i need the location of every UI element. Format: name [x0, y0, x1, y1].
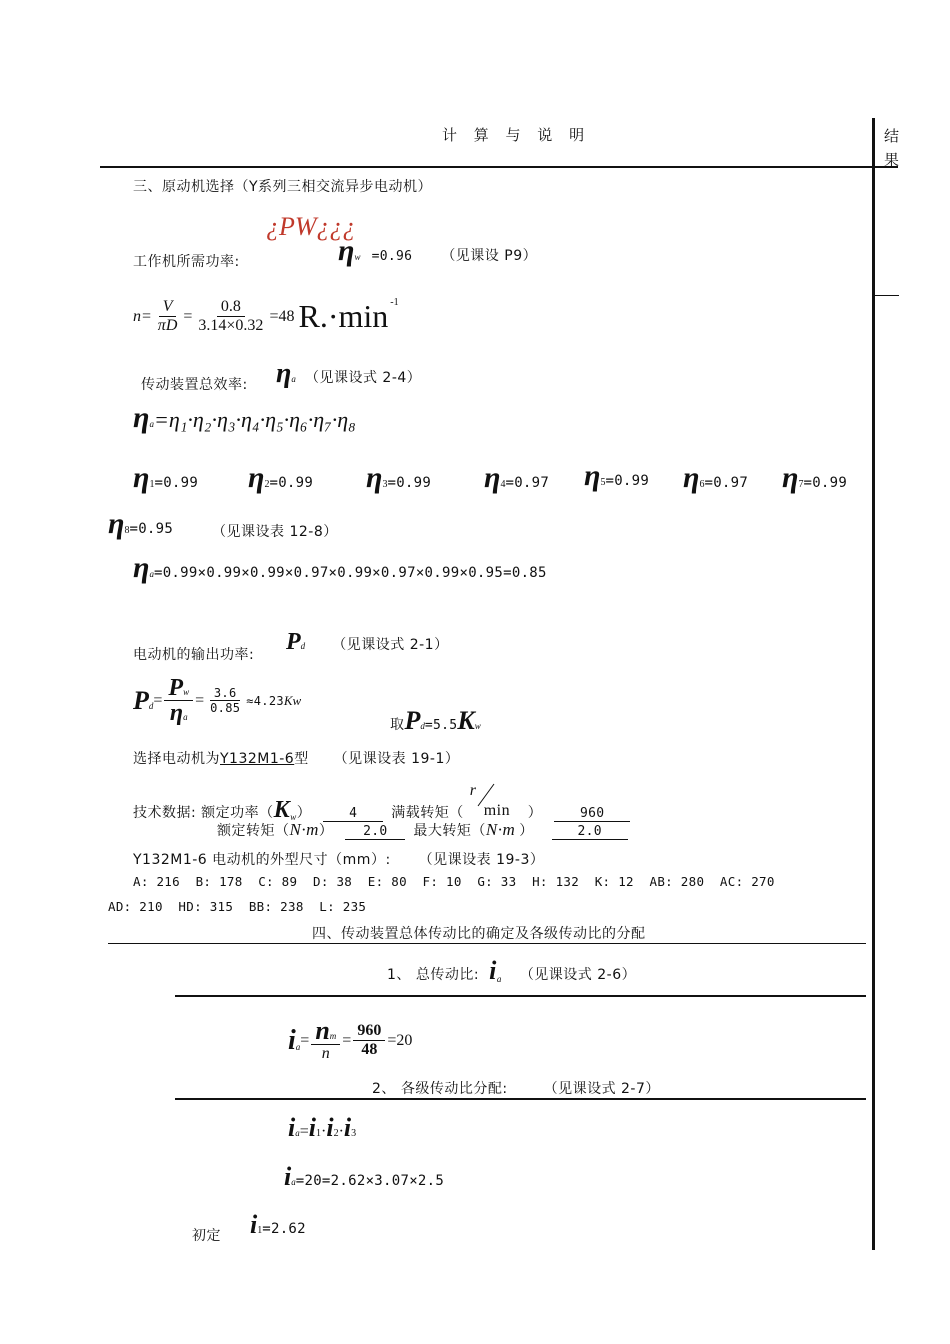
- item1-line: 1、 总传动比: i a （见课设式 2-6）: [387, 956, 637, 985]
- eta2: η2=0.99: [248, 461, 314, 494]
- eta-a-formula: =η₁·η₂·η₃·η₄·η₅·η₆·η₇·η₈: [153, 407, 356, 432]
- unit-exponent: -1: [390, 297, 399, 308]
- eta5: η5=0.99: [584, 459, 650, 492]
- pw-garbled-symbol: ¿PW¿¿¿: [266, 212, 356, 241]
- eta-symbol: η: [338, 234, 355, 267]
- dims-title: Y132M1-6 电动机的外型尺寸（mm）: （见课设表 19-3）: [133, 852, 545, 868]
- speed-unit-fraction: r min: [469, 782, 511, 819]
- item2-rule: [175, 1098, 866, 1100]
- eta-w-subscript: w: [354, 252, 361, 262]
- init-label: 初定: [192, 1228, 221, 1244]
- numeric-fraction: $\frac{0.8}{3.14\times 0.32}$: [198, 298, 264, 334]
- pw-label: 工作机所需功率:: [133, 254, 240, 270]
- item2-line: 2、 各级传动比分配: （见课设式 2-7）: [372, 1081, 660, 1097]
- eta-w-reference: （见课设 P9）: [441, 248, 538, 264]
- pd-label: 电动机的输出功率:: [133, 647, 255, 663]
- pd-take-line: 取Pd=5.5Kw: [390, 706, 481, 735]
- ia-product: ia=i1·i2·i3: [288, 1113, 357, 1142]
- eta-w-value: =0.96: [371, 249, 413, 264]
- nm-over-n: $\frac{nm}{n}$: [311, 1018, 340, 1063]
- section4-title: 四、传动装置总体传动比的确定及各级传动比的分配: [312, 926, 646, 942]
- right-column-divider: [872, 118, 875, 1250]
- eta-a-product: ηa=η₁·η₂·η₃·η₄·η₅·η₆·η₇·η₈: [133, 401, 356, 434]
- motor-selection: 选择电动机为Y132M1-6型 （见课设表 19-1）: [133, 751, 460, 767]
- rated-torque-value: 2.0: [345, 824, 405, 840]
- n-lhs: n=: [133, 307, 152, 325]
- ia-equation: i a = $\frac{nm}{n}$ = $\frac{960}{48}$ =20: [288, 1016, 413, 1062]
- pd-numeric-fraction: $\frac{3.6}{0.85}$: [210, 686, 241, 715]
- ia-calculation: ia=20=2.62×3.07×2.5: [284, 1162, 445, 1191]
- eta-a-reference: （见课设式 2-4）: [304, 370, 422, 386]
- motor-model: Y132M1-6: [220, 751, 295, 767]
- eta8-reference: （见课设表 12-8）: [212, 524, 338, 540]
- eta-a-calculation: ηa=0.99×0.99×0.99×0.97×0.99×0.97×0.99×0.95=0.85: [133, 551, 547, 584]
- pd-equation: P d = $\frac{Pw}{\eta a}$ = $\frac{3.6}{0.85}$ ≈4.23 Kw: [133, 675, 302, 726]
- eta1: η1=0.99: [133, 461, 199, 494]
- i1-initial: i1=2.62: [250, 1210, 306, 1239]
- header-calc-title: 计 算 与 说 明: [442, 126, 591, 144]
- pd-symbol-line: Pd （见课设式 2-1）: [286, 629, 449, 655]
- tech-data-line1: 技术数据: 额定功率（ K w ） 4 满载转矩（ r min ） 960: [133, 786, 630, 822]
- pw-over-eta: $\frac{Pw}{\eta a}$: [164, 676, 193, 725]
- eta6: η6=0.97: [683, 461, 749, 494]
- header-result-title: 结果: [884, 127, 900, 169]
- rated-power-value: 4: [323, 806, 383, 822]
- section3-title: 三、原动机选择（Y系列三相交流异步电动机）: [133, 179, 433, 195]
- max-torque-value: 2.0: [552, 824, 628, 840]
- eta7: η7=0.99: [782, 461, 848, 494]
- result-column-tick: [875, 295, 899, 296]
- ia-numeric-fraction: $\frac{960}{48}$: [353, 1022, 385, 1059]
- eta-a-symbol-line: ηa （见课设式 2-4）: [276, 358, 422, 389]
- full-speed-value: 960: [554, 806, 630, 822]
- tech-data-line2: 额定转矩（ N·m ） 2.0 最大转矩（ N·m ） 2.0: [217, 820, 628, 840]
- n-equation: n= $\frac{V}{\pi D}$ = $\frac{0.8}{3.14\times 0.32}$ =48 R.·min -1: [133, 297, 399, 334]
- eta4: η4=0.97: [484, 461, 550, 494]
- eta3: η3=0.99: [366, 461, 432, 494]
- header-rule: [100, 166, 898, 168]
- eta-a-label: 传动装置总效率:: [141, 377, 248, 393]
- eta-w-line: [338, 236, 537, 266]
- v-over-pid: $\frac{V}{\pi D}$: [157, 298, 178, 334]
- dims-line2: AD: 210 HD: 315 BB: 238 L: 235: [108, 899, 367, 914]
- dims-line1: A: 216 B: 178 C: 89 D: 38 E: 80 F: 10 G: 33 H: 132 K: 12 AB: 280 AC: 270: [133, 874, 775, 889]
- eta8: η8=0.95: [108, 507, 174, 540]
- pd-reference: （见课设式 2-1）: [332, 637, 449, 653]
- item1-rule: [175, 995, 866, 997]
- section4-rule: [108, 943, 866, 944]
- speed-unit: R.·min: [298, 298, 389, 334]
